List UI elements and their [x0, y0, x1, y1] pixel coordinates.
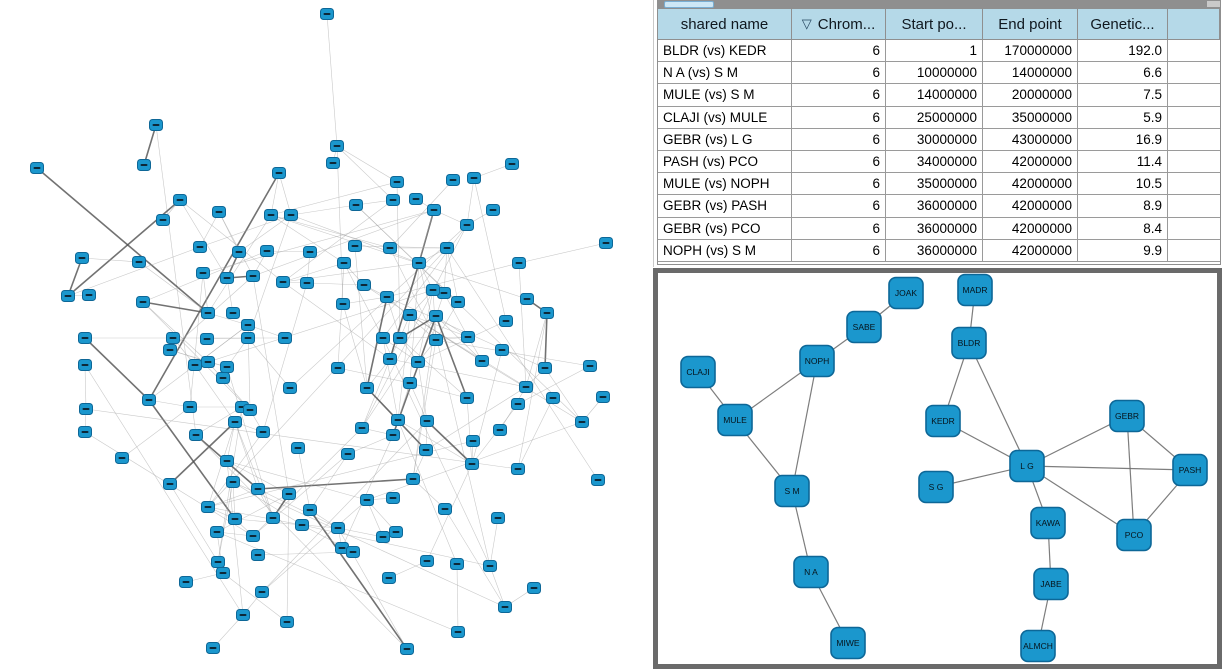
table-horizontal-scrollbar[interactable]: [657, 0, 1221, 8]
node-label: [250, 535, 257, 537]
node-label: [397, 337, 404, 339]
table-cell[interactable]: NOPH (vs) S M: [658, 240, 792, 262]
network-edge[interactable]: [248, 338, 290, 388]
table-cell[interactable]: GEBR (vs) PCO: [658, 218, 792, 240]
network-edge[interactable]: [279, 173, 291, 215]
node-label: [255, 554, 262, 556]
node-label: [334, 145, 341, 147]
node-label: [442, 508, 449, 510]
node-label: [390, 434, 397, 436]
node-label: [431, 209, 438, 211]
node-label: [407, 314, 414, 316]
node-label: [153, 124, 160, 126]
node-label: MIWE: [836, 638, 860, 648]
table-cell[interactable]: [1168, 240, 1220, 262]
node-label: [393, 531, 400, 533]
node-label: [260, 431, 267, 433]
node-label: [430, 289, 437, 291]
node-label: [587, 365, 594, 367]
network-edge[interactable]: [337, 146, 393, 200]
table-cell[interactable]: 6: [792, 107, 886, 129]
table-cell[interactable]: [1168, 107, 1220, 129]
node-label: [247, 409, 254, 411]
node-label: [82, 431, 89, 433]
network-edge[interactable]: [467, 178, 474, 225]
table-cell[interactable]: BLDR (vs) KEDR: [658, 40, 792, 62]
node-label: [34, 167, 41, 169]
node-label: [160, 219, 167, 221]
column-header-label: Start po...: [901, 15, 967, 33]
table-cell[interactable]: CLAJI (vs) MULE: [658, 107, 792, 129]
table-cell[interactable]: 34000000: [886, 151, 983, 173]
network-edge[interactable]: [219, 212, 253, 276]
node-label: [214, 531, 221, 533]
network-edge[interactable]: [86, 409, 518, 469]
node-label: [499, 349, 506, 351]
network-edge[interactable]: [85, 338, 149, 400]
table-cell[interactable]: [1168, 173, 1220, 195]
filter-icon[interactable]: ▽: [801, 16, 812, 31]
node-label: [487, 565, 494, 567]
table-cell[interactable]: MULE (vs) NOPH: [658, 173, 792, 195]
network-edge[interactable]: [792, 361, 817, 491]
node-label: JOAK: [894, 288, 918, 298]
table-cell[interactable]: 35000000: [983, 107, 1078, 129]
node-label: [350, 551, 357, 553]
node-label: [603, 242, 610, 244]
node-label: [119, 457, 126, 459]
node-label: S M: [784, 486, 800, 496]
table-cell[interactable]: 10.5: [1078, 173, 1168, 195]
node-label: [79, 257, 86, 259]
network-edge[interactable]: [436, 316, 467, 398]
node-label: [433, 315, 440, 317]
filtered-network-panel: [653, 268, 1222, 669]
node-label: [454, 563, 461, 565]
node-label: [515, 403, 522, 405]
table-cell[interactable]: 11.4: [1078, 151, 1168, 173]
network-edge[interactable]: [327, 14, 337, 146]
node-label: CLAJI: [686, 367, 710, 377]
column-header-label: Chrom...: [817, 15, 876, 33]
node-label: [255, 488, 262, 490]
table-cell[interactable]: 6: [792, 218, 886, 240]
node-label: [197, 246, 204, 248]
node-label: [444, 247, 451, 249]
node-label: L G: [1020, 461, 1034, 471]
node-label: [270, 517, 277, 519]
node-label: MADR: [962, 285, 988, 295]
table-cell[interactable]: [1168, 129, 1220, 151]
node-label: JABE: [1040, 579, 1062, 589]
table-cell[interactable]: [1168, 84, 1220, 106]
node-label: [470, 440, 477, 442]
network-edge[interactable]: [287, 494, 289, 622]
node-label: [424, 420, 431, 422]
table-cell[interactable]: 14000000: [886, 84, 983, 106]
network-edge[interactable]: [390, 180, 453, 248]
node-label: KAWA: [1035, 518, 1061, 528]
small-network-canvas[interactable]: [658, 273, 1217, 664]
node-label: [65, 295, 72, 297]
table-cell[interactable]: 10000000: [886, 62, 983, 84]
node-label: [394, 181, 401, 183]
node-label: [339, 547, 346, 549]
node-label: [204, 338, 211, 340]
node-label: [595, 479, 602, 481]
network-edge[interactable]: [490, 518, 498, 566]
node-label: [341, 262, 348, 264]
node-label: [167, 483, 174, 485]
node-label: [304, 282, 311, 284]
node-label: [280, 281, 287, 283]
table-cell[interactable]: 7.5: [1078, 84, 1168, 106]
node-label: S G: [928, 482, 944, 492]
scrollbar-corner: [1207, 1, 1220, 7]
node-label: [307, 509, 314, 511]
node-label: [299, 524, 306, 526]
node-label: [232, 518, 239, 520]
table-cell[interactable]: N A (vs) S M: [658, 62, 792, 84]
node-label: [200, 272, 207, 274]
table-cell[interactable]: 6: [792, 129, 886, 151]
table-cell[interactable]: GEBR (vs) PASH: [658, 195, 792, 217]
network-edge[interactable]: [170, 484, 218, 562]
node-label: [284, 621, 291, 623]
node-label: [224, 460, 231, 462]
node-label: [230, 481, 237, 483]
node-label: [345, 453, 352, 455]
node-label: [82, 337, 89, 339]
node-label: [464, 397, 471, 399]
node-label: [245, 337, 252, 339]
table-cell[interactable]: 6: [792, 195, 886, 217]
table-cell[interactable]: 6: [792, 84, 886, 106]
node-label: [335, 527, 342, 529]
node-label: [216, 211, 223, 213]
node-label: [495, 517, 502, 519]
network-edge[interactable]: [457, 564, 458, 632]
table-cell[interactable]: PASH (vs) PCO: [658, 151, 792, 173]
node-label: [579, 421, 586, 423]
network-edge[interactable]: [519, 243, 606, 263]
table-cell[interactable]: MULE (vs) S M: [658, 84, 792, 106]
node-label: [386, 577, 393, 579]
node-label: [390, 199, 397, 201]
node-label: [236, 251, 243, 253]
table-cell[interactable]: 42000000: [983, 195, 1078, 217]
node-label: [170, 337, 177, 339]
table-cell[interactable]: 14000000: [983, 62, 1078, 84]
node-label: [471, 177, 478, 179]
node-label: [193, 434, 200, 436]
node-label: [250, 275, 257, 277]
node-label: [353, 204, 360, 206]
table-cell[interactable]: 36000000: [886, 240, 983, 262]
node-label: [359, 427, 366, 429]
table-cell[interactable]: 8.9: [1078, 195, 1168, 217]
node-label: [600, 396, 607, 398]
table-cell[interactable]: 8.4: [1078, 218, 1168, 240]
scrollbar-thumb[interactable]: [664, 1, 714, 8]
node-label: [469, 463, 476, 465]
node-label: [361, 284, 368, 286]
network-edge[interactable]: [1127, 416, 1134, 535]
table-cell[interactable]: 42000000: [983, 240, 1078, 262]
node-label: [490, 209, 497, 211]
node-label: [380, 337, 387, 339]
node-label: [205, 312, 212, 314]
table-cell[interactable]: 6: [792, 240, 886, 262]
node-label: [404, 648, 411, 650]
node-label: [240, 614, 247, 616]
column-header-Start po...[interactable]: [886, 9, 983, 40]
node-label: [324, 13, 331, 15]
node-label: [387, 358, 394, 360]
network-edge[interactable]: [291, 205, 356, 215]
node-label: [387, 247, 394, 249]
column-header-label: shared name: [680, 15, 769, 33]
node-label: [268, 214, 275, 216]
node-label: [82, 364, 89, 366]
node-label: [141, 164, 148, 166]
node-label: [307, 251, 314, 253]
node-label: [413, 198, 420, 200]
node-label: NOPH: [804, 356, 830, 366]
node-label: [502, 606, 509, 608]
table-cell[interactable]: 42000000: [983, 218, 1078, 240]
node-label: [531, 587, 538, 589]
node-label: [215, 561, 222, 563]
node-label: ALMCH: [1023, 641, 1053, 651]
node-label: [352, 245, 359, 247]
node-label: [410, 478, 417, 480]
network-edge[interactable]: [156, 125, 196, 435]
node-label: [140, 301, 147, 303]
network-edge[interactable]: [338, 263, 344, 368]
node-label: [503, 320, 510, 322]
node-label: [509, 163, 516, 165]
table-cell[interactable]: [1168, 195, 1220, 217]
node-label: [364, 499, 371, 501]
node-label: [465, 336, 472, 338]
node-label: [287, 387, 294, 389]
table-cell[interactable]: 16.9: [1078, 129, 1168, 151]
edge-attribute-table: [657, 8, 1221, 265]
table-cell[interactable]: 42000000: [983, 151, 1078, 173]
node-label: [187, 406, 194, 408]
table-cell[interactable]: 6: [792, 151, 886, 173]
node-label: [288, 214, 295, 216]
node-label: [380, 536, 387, 538]
network-edge[interactable]: [467, 398, 472, 464]
table-cell[interactable]: 6: [792, 62, 886, 84]
node-label: [136, 261, 143, 263]
node-label: [230, 312, 237, 314]
node-label: [415, 361, 422, 363]
node-label: [192, 364, 199, 366]
node-label: [542, 367, 549, 369]
node-label: [407, 382, 414, 384]
node-label: [424, 560, 431, 562]
node-label: [259, 591, 266, 593]
table-cell[interactable]: 25000000: [886, 107, 983, 129]
node-label: N A: [804, 567, 818, 577]
node-label: [245, 324, 252, 326]
node-label: [264, 250, 271, 252]
table-cell[interactable]: 6: [792, 173, 886, 195]
table-cell[interactable]: [1168, 218, 1220, 240]
table-cell[interactable]: 36000000: [886, 195, 983, 217]
node-label: [205, 361, 212, 363]
network-edge[interactable]: [337, 146, 397, 182]
node-label: [220, 572, 227, 574]
table-cell[interactable]: [1168, 40, 1220, 62]
table-cell[interactable]: 170000000: [983, 40, 1078, 62]
node-label: [433, 339, 440, 341]
network-edge[interactable]: [969, 343, 1027, 466]
table-cell[interactable]: 6.6: [1078, 62, 1168, 84]
node-label: [220, 377, 227, 379]
network-edge[interactable]: [298, 448, 310, 510]
node-label: [364, 387, 371, 389]
node-label: KEDR: [931, 416, 955, 426]
column-header-label: Genetic...: [1090, 15, 1155, 33]
node-label: [523, 386, 530, 388]
network-edge[interactable]: [337, 146, 343, 304]
node-label: [515, 468, 522, 470]
table-cell[interactable]: 5.9: [1078, 107, 1168, 129]
node-label: [210, 647, 217, 649]
table-cell[interactable]: 6: [792, 40, 886, 62]
node-label: [423, 449, 430, 451]
network-edge[interactable]: [258, 479, 413, 489]
node-label: [455, 631, 462, 633]
column-header-label: End point: [998, 15, 1062, 33]
table-cell[interactable]: 42000000: [983, 173, 1078, 195]
network-edge[interactable]: [283, 200, 393, 282]
network-edge[interactable]: [1027, 466, 1190, 470]
table-cell[interactable]: 20000000: [983, 84, 1078, 106]
node-label: [340, 303, 347, 305]
network-edge[interactable]: [526, 313, 547, 387]
node-label: [295, 447, 302, 449]
node-label: BLDR: [957, 338, 981, 348]
network-edge[interactable]: [474, 178, 506, 321]
node-label: [205, 506, 212, 508]
network-edge[interactable]: [208, 441, 473, 507]
network-edge[interactable]: [223, 573, 287, 622]
table-cell[interactable]: 35000000: [886, 173, 983, 195]
node-label: [384, 296, 391, 298]
node-label: [464, 224, 471, 226]
node-label: [282, 337, 289, 339]
edge-attribute-table-panel: [653, 0, 1222, 267]
node-label: [183, 581, 190, 583]
node-label: [83, 408, 90, 410]
node-label: [497, 429, 504, 431]
node-label: [544, 312, 551, 314]
node-label: [395, 419, 402, 421]
node-label: [146, 399, 153, 401]
network-edge[interactable]: [519, 263, 526, 387]
column-header-End point[interactable]: [983, 9, 1078, 40]
node-label: [441, 292, 448, 294]
node-label: [286, 493, 293, 495]
node-label: [276, 172, 283, 174]
network-edge[interactable]: [203, 210, 434, 273]
node-label: GEBR: [1114, 411, 1140, 421]
node-label: [224, 277, 231, 279]
table-cell[interactable]: 192.0: [1078, 40, 1168, 62]
network-edge[interactable]: [444, 248, 447, 293]
table-cell[interactable]: 1: [886, 40, 983, 62]
table-cell[interactable]: [1168, 62, 1220, 84]
network-edge[interactable]: [122, 407, 190, 458]
column-header-Chrom...[interactable]: [792, 9, 886, 40]
node-label: [232, 421, 239, 423]
table-cell[interactable]: 36000000: [886, 218, 983, 240]
network-edge[interactable]: [436, 340, 590, 366]
node-label: [455, 301, 462, 303]
node-label: [516, 262, 523, 264]
network-edge[interactable]: [283, 282, 364, 285]
network-edge[interactable]: [338, 368, 410, 383]
node-label: PASH: [1178, 465, 1202, 475]
network-edge[interactable]: [263, 283, 307, 432]
column-header-extra[interactable]: [1168, 9, 1220, 40]
table-cell[interactable]: [1168, 151, 1220, 173]
node-label: [177, 199, 184, 201]
table-cell[interactable]: GEBR (vs) L G: [658, 129, 792, 151]
node-label: [335, 367, 342, 369]
node-label: [550, 397, 557, 399]
node-label: [167, 349, 174, 351]
table-cell[interactable]: 30000000: [886, 129, 983, 151]
node-label: [416, 262, 423, 264]
node-label: [390, 497, 397, 499]
node-label: [479, 360, 486, 362]
network-edge[interactable]: [85, 365, 86, 409]
column-header-Genetic...[interactable]: [1078, 9, 1168, 40]
table-cell[interactable]: 43000000: [983, 129, 1078, 151]
node-label: [224, 366, 231, 368]
node-label: [86, 294, 93, 296]
node-label: [450, 179, 457, 181]
node-label: SABE: [852, 322, 876, 332]
node-label: PCO: [1124, 530, 1144, 540]
node-label: MULE: [723, 415, 747, 425]
node-label: [524, 298, 531, 300]
table-cell[interactable]: 9.9: [1078, 240, 1168, 262]
column-header-shared name[interactable]: [658, 9, 792, 40]
node-label: [330, 162, 337, 164]
